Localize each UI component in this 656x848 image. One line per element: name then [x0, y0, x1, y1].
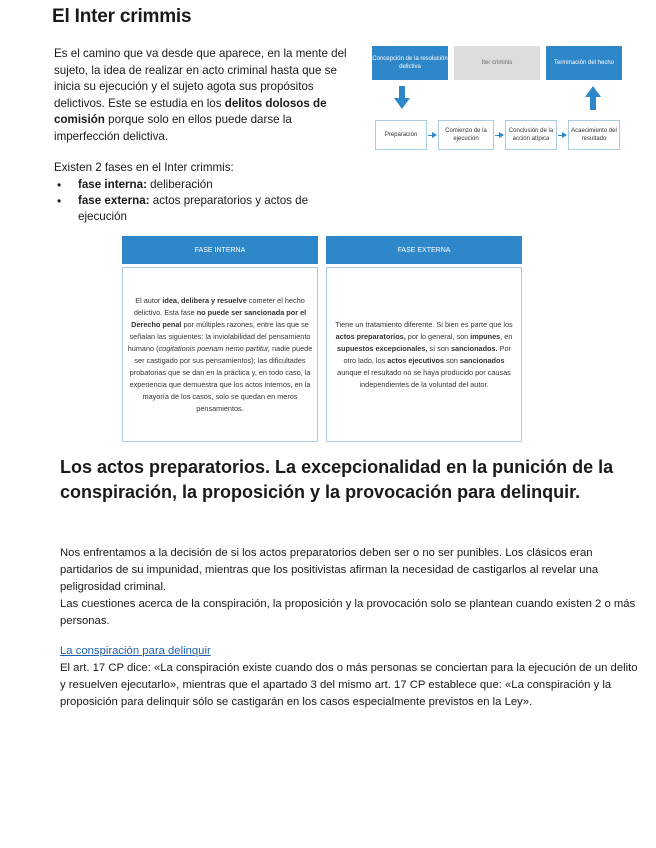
cell-text: son: [444, 355, 460, 365]
flow-box-acaecimiento: Acaecimiento del resultado: [568, 120, 620, 150]
fase-text: actos preparatorios y actos de ejecución: [78, 194, 309, 223]
arrow-up-icon: [585, 86, 601, 110]
cell-bold: no puede ser sancionada por el Derecho penal: [131, 307, 307, 329]
cell-bold: actos preparatorios,: [335, 331, 406, 341]
cell-text: El autor: [135, 295, 163, 305]
cell-text: , en: [500, 331, 513, 341]
intro-text: Es el camino que va desde que aparece, en la mente del sujeto, la idea de realizar en acto criminal hasta que se inicia su ejecución y el sujeto agota sus propósitos delictivos. Este se estudia en los: [54, 47, 347, 110]
cell-text: cometer el hecho delictivo. Esta fase: [133, 295, 305, 317]
arrow-right-icon: [428, 135, 436, 136]
cell-text: Por otro lado, los: [343, 343, 511, 365]
link-conspiracion[interactable]: La conspiración para delinquir: [60, 645, 211, 657]
cell-text: Tiene un tratamiento diferente. Si bien es parte que los: [335, 319, 513, 329]
flow-box-conclusion: Conclusión de la acción atípica: [505, 120, 557, 150]
intro-bold: delitos dolosos de comisión: [54, 96, 327, 127]
cell-text: nadie puede ser castigado por sus pensamientos); las dificultades probatorias que se dan en la práctica y, en todo caso, la experiencia que demuestra que los actos internos, en la mayoría de los casos, solo se quedan en meros pensamientos.: [129, 343, 313, 413]
paragraph-text: El art. 17 CP dice: «La conspiración existe cuando dos o más personas se conciertan para la ejecución de un delito y resuelven ejecutarlo», mientras que el apartado 3 del mismo art. 17 CP establece que: «La conspiración y la proposición para delinquir sólo se castigarán en los casos especialmente previstos en la Ley».: [60, 662, 638, 708]
cell-bold: idea, delibera y resuelve: [162, 295, 247, 305]
fases-table: [122, 236, 522, 442]
list-item: [78, 177, 354, 193]
cell-bold: sancionados.: [450, 343, 498, 353]
cell-fase-interna: [122, 267, 318, 442]
paragraph-text: Nos enfrentamos a la decisión de si los actos preparatorios deben ser o no ser punibles. Los clásicos eran partidarios de su impunidad, mientras que los positivistas afirman la necesidad de castigarlos al revelar una peligrosidad criminal.: [60, 547, 599, 593]
paragraph-actos: [60, 545, 640, 630]
intro-paragraph: [54, 46, 360, 146]
flow-box-concepcion: Concepción de la resolución delictiva: [372, 46, 448, 80]
cell-bold: actos ejecutivos: [387, 355, 445, 365]
flow-box-comienzo: Comienzo de la ejecución: [438, 120, 494, 150]
cell-bold: sancionados: [459, 355, 505, 365]
cell-text: sí son: [427, 343, 451, 353]
cell-bold: supuestos excepcionales,: [336, 343, 428, 353]
fases-intro: Existen 2 fases en el Inter crimmis:: [54, 161, 234, 174]
flow-box-preparacion: Preparación: [375, 120, 427, 150]
cell-bold: impunes: [470, 331, 501, 341]
intro-text-end: porque solo en ellos puede darse la imperfección delictiva.: [54, 113, 292, 143]
arrow-right-icon: [495, 135, 503, 136]
cell-text: por múltiples razones, entre las que se señalan las siguientes: la inviolabilidad del pensamiento humano (: [127, 319, 311, 353]
cell-text: aunque el resultado no se haya producido por causas independientes de la voluntad del autor.: [337, 367, 511, 389]
paragraph-conspiracion: [60, 643, 640, 711]
fase-text: deliberación: [146, 178, 213, 191]
fases-list: [54, 160, 354, 225]
cell-fase-externa: [326, 267, 522, 442]
flow-box-iter: Iter criminis: [454, 46, 540, 80]
header-fase-interna: FASE INTERNA: [122, 236, 318, 264]
arrow-right-icon: [558, 135, 566, 136]
page-title: El Inter crimmis: [52, 6, 192, 27]
cell-text: por lo general, son: [405, 331, 471, 341]
arrow-down-icon: [394, 86, 410, 110]
fase-label: fase interna:: [78, 178, 147, 191]
iter-criminis-diagram: [372, 46, 622, 152]
fase-label: fase externa:: [78, 194, 150, 207]
header-fase-externa: FASE EXTERNA: [326, 236, 522, 264]
paragraph-text: Las cuestiones acerca de la conspiración, la proposición y la provocación solo se plantean cuando existen 2 o más personas.: [60, 598, 636, 627]
flow-box-terminacion: Terminación del hecho: [546, 46, 622, 80]
section-heading: Los actos preparatorios. La excepcionalidad en la punición de la conspiración, la proposición y la provocación para delinquir.: [60, 457, 614, 502]
cell-italic: cogitationis poenam nemo partitur,: [158, 343, 271, 353]
list-item: [78, 193, 354, 225]
